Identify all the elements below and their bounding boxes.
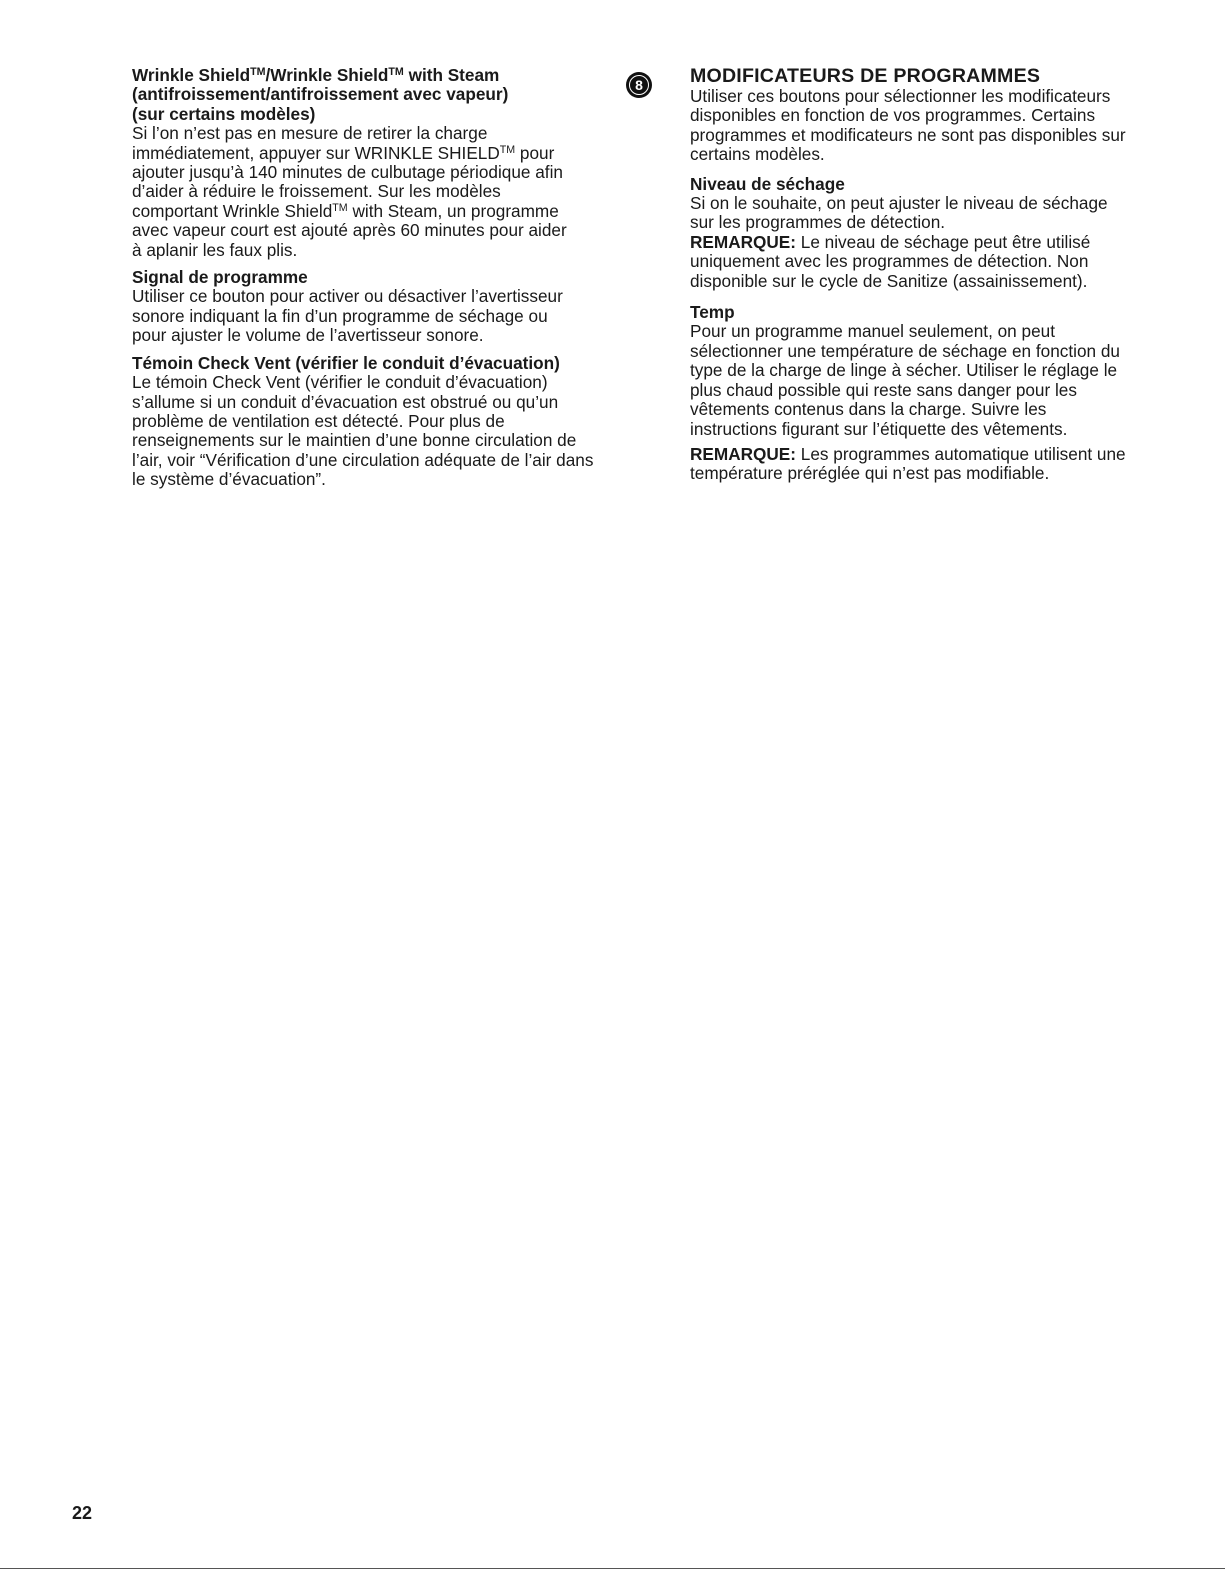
temp-note-text: Les programmes automatique utilisent une température préréglée qui n’est pas modifiable. [690, 443, 1126, 484]
temp-heading: Temp [690, 302, 735, 323]
check-vent-heading: Témoin Check Vent (vérifier le conduit d’évacuation) [132, 352, 560, 373]
signal-heading: Signal de programme [132, 267, 308, 288]
signal-section [132, 268, 572, 346]
niveau-heading: Niveau de séchage [690, 173, 845, 194]
niveau-section [690, 175, 1130, 291]
page-number: 22 [72, 1503, 93, 1523]
signal-body: Utiliser ce bouton pour activer ou désactiver l’avertisseur sonore indiquant la fin d’un programme de séchage ou pour ajuster le volume de l’avertisseur sonore. [132, 286, 563, 346]
check-vent-body: Le témoin Check Vent (vérifier le conduit d’évacuation) s’allume si un conduit d’évacuation est obstrué ou qu’un problème de ventilation est détecté. Pour plus de renseignements sur le maintien d’une bonne circulation de l’air, voir “Vérification d’une circulation adéquate de l’air dans le système d’évacuation”. [132, 372, 594, 490]
modifiers-intro: Utiliser ces boutons pour sélectionner les modificateurs disponibles en fonction de vos programmes. Certains programmes et modificateurs ne sont pas disponibles sur certains modèles. [690, 86, 1126, 165]
temp-section [690, 303, 1130, 484]
niveau-body: Si on le souhaite, on peut ajuster le niveau de séchage sur les programmes de détection. [690, 193, 1108, 233]
niveau-note [690, 233, 1130, 291]
wrinkle-shield-body: Si l’on n’est pas en mesure de retirer la charge immédiatement, appuyer sur WRINKLE SHIELD™ pour ajouter jusqu’à 140 minutes de culbutage périodique afin d’aider à réduire le froissement. Sur les modèles comportant Wrinkle Shield™ with Steam, un programme avec vapeur court est ajouté après 60 minutes pour aider à aplanir les faux plis. [132, 123, 567, 260]
section-number: 8 [629, 75, 649, 95]
temp-note [690, 445, 1130, 484]
niveau-note-text: Le niveau de séchage peut être utilisé uniquement avec les programmes de détection. Non disponible sur le cycle de Sanitize (assainissement). [690, 231, 1091, 291]
wrinkle-shield-section [132, 66, 574, 260]
temp-body: Pour un programme manuel seulement, on peut sélectionner une température de séchage en fonction du type de la charge de linge à sécher. Utiliser le réglage le plus chaud possible qui reste sans danger pour les vêtements contenus dans la charge. Suivre les instructions figurant sur l’étiquette des vêtements. [690, 321, 1120, 439]
temp-note-label: REMARQUE: [690, 443, 796, 464]
section-number-badge [626, 72, 652, 98]
left-column [132, 66, 597, 498]
bottom-divider [0, 1568, 1225, 1569]
right-column [690, 66, 1150, 492]
check-vent-section [132, 354, 597, 490]
modifiers-heading: MODIFICATEURS DE PROGRAMMES [690, 65, 1041, 87]
wrinkle-shield-heading: Wrinkle Shield™/Wrinkle Shield™ with Steam (antifroissement/antifroissement avec vapeur) (sur certains modèles) [132, 65, 509, 124]
modifiers-section [690, 66, 1150, 165]
niveau-note-label: REMARQUE: [690, 231, 796, 252]
